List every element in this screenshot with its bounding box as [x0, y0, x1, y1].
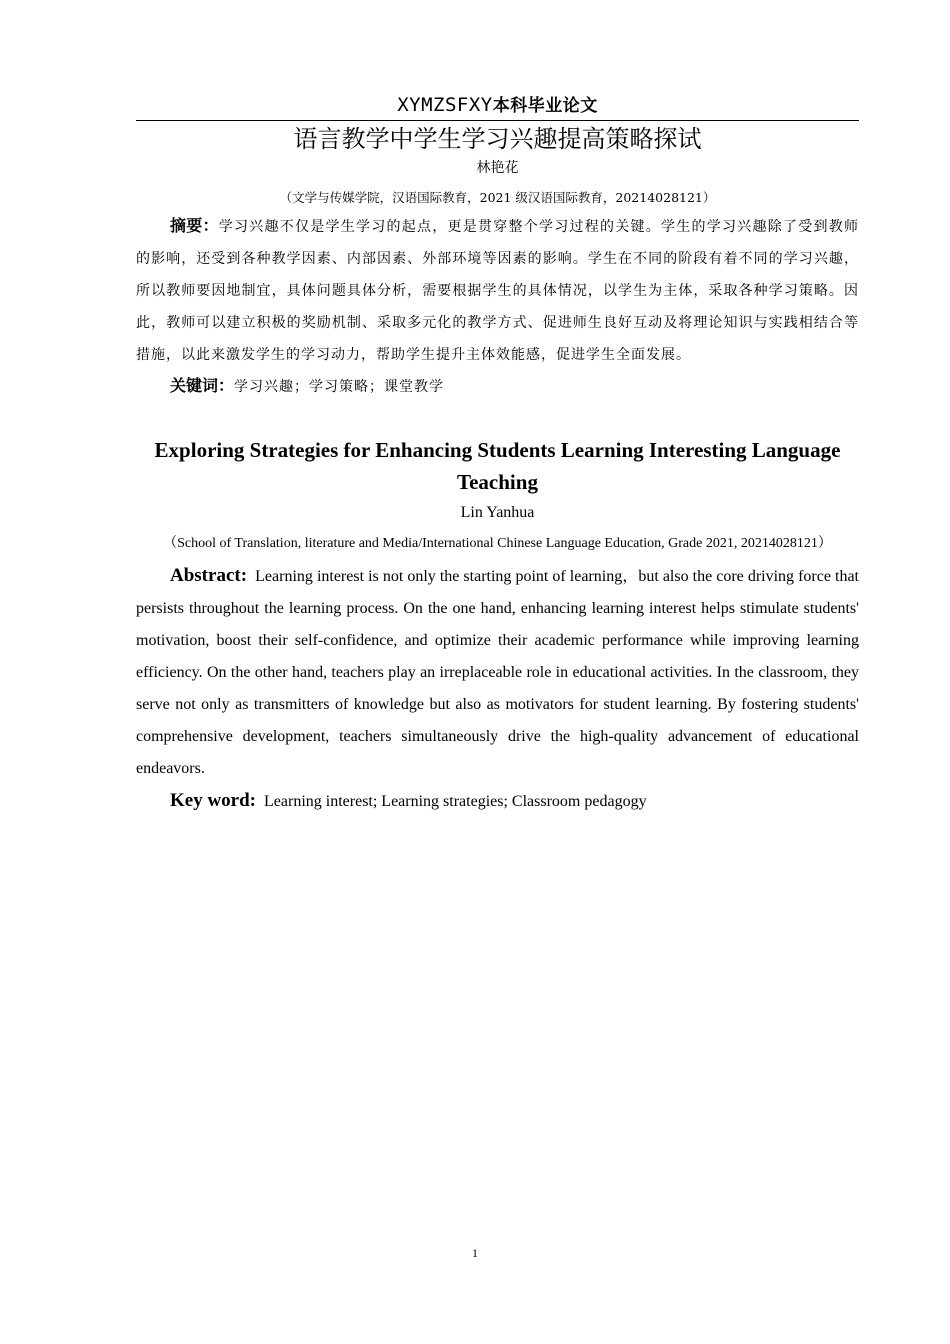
english-abstract-text: Learning interest is not only the starting point of learning，but also the core driving force that persists throughout the learning process. On the one hand, enhancing learning interest helps stimulate students' motivation, boost their self-confidence, and optimize their academic performance while improving learning efficiency. On the other hand, teachers play an irreplaceable role in educational activities. In the classroom, they serve not only as transmitters of knowledge but also as motivators for student learning. By fostering students' comprehensive development, teachers simultaneously drive the high-quality advancement of educational endeavors.	[136, 568, 860, 777]
english-author: Lin Yanhua	[460, 504, 535, 521]
header-label: 本科毕业论文	[492, 96, 598, 116]
english-abstract-label: Abstract:	[170, 565, 248, 586]
chinese-abstract-text: 学习兴趣不仅是学生学习的起点，更是贯穿整个学习过程的关键。学生的学习兴趣除了受到教师的影响，还受到各种教学因素、内部因素、外部环境等因素的影响。学生在不同的阶段有着不同的学习兴趣，所以教师要因地制宜，具体问题具体分析，需要根据学生的具体情况，以学生为主体，采取各种学习策略。因此，教师可以建立积极的奖励机制、采取多元化的教学方式、促进师生良好互动及将理论知识与实践相结合等措施，以此来激发学生的学习动力，帮助学生提升主体效能感，促进学生全面发展。	[136, 219, 859, 363]
chinese-abstract	[136, 210, 859, 371]
english-affiliation: （School of Translation, literature and Media/International Chinese Language Education, Grade 2021, 20214028121）	[163, 536, 832, 551]
english-keywords	[136, 785, 859, 818]
chinese-affiliation: （文学与传媒学院，汉语国际教育，2021 级汉语国际教育，20214028121）	[279, 190, 716, 205]
running-header	[136, 92, 859, 121]
paper-page	[136, 92, 859, 818]
chinese-author: 林艳花	[476, 160, 519, 176]
english-title: Exploring Strategies for Enhancing Students Learning Interesting Language Teaching	[154, 438, 841, 494]
chinese-keywords	[136, 371, 859, 402]
english-keywords-text: Learning interest; Learning strategies; Classroom pedagogy	[264, 793, 647, 810]
chinese-title: 语言教学中学生学习兴趣提高策略探试	[293, 125, 702, 153]
english-abstract	[136, 560, 859, 785]
chinese-abstract-label: 摘要：	[170, 216, 219, 235]
header-code: XYMZSFXY	[397, 94, 493, 116]
chinese-keywords-text: 学习兴趣；学习策略；课堂教学	[234, 379, 445, 395]
english-keywords-label: Key word:	[170, 790, 257, 811]
page-number: 1	[472, 1246, 478, 1260]
chinese-keywords-label: 关键词：	[170, 376, 235, 395]
